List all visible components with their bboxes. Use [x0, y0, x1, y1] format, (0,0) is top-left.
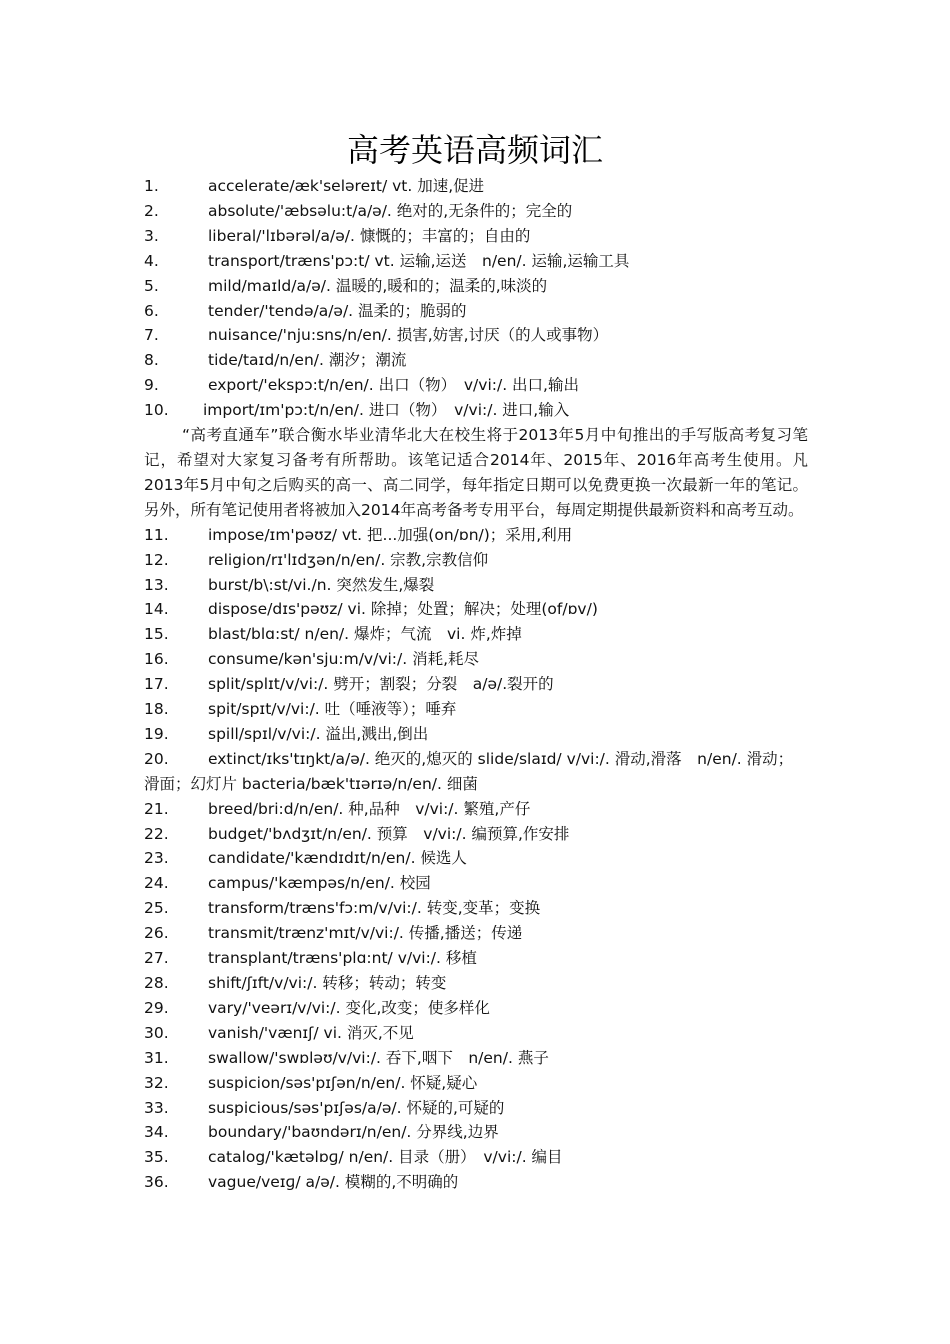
entry-number: 30. — [144, 1023, 169, 1042]
entry-number: 8. — [144, 351, 159, 370]
vocab-entry — [144, 622, 808, 647]
entry-text: split/splɪt/v/vi:/. 劈开；割裂；分裂 a/ə/.裂开的 — [208, 675, 554, 694]
vocab-entry — [144, 747, 808, 797]
vocabulary-list — [144, 174, 808, 1195]
entry-text: liberal/'lɪbərəl/a/ə/. 慷慨的；丰富的；自由的 — [208, 226, 531, 245]
vocab-entry — [144, 548, 808, 573]
entry-number: 10. — [144, 401, 169, 420]
entry-text: religion/rɪ'lɪdʒən/n/en/. 宗教,宗教信仰 — [208, 550, 489, 569]
entry-text: accelerate/æk'seləreɪt/ vt. 加速,促进 — [208, 177, 485, 195]
vocab-entry — [144, 797, 808, 822]
entry-text: extinct/ɪks'tɪŋkt/a/ə/. 绝灭的,熄灭的 slide/slaɪd/ v/vi:/. 滑动,滑落 n/en/. 滑动；滑面；幻灯片 bacteria/bæk'tɪərɪə/n/en/. 细菌 — [144, 749, 794, 793]
vocab-entry — [144, 199, 808, 224]
entry-text: swallow/'swɒləʊ/v/vi:/. 吞下,咽下 n/en/. 燕子 — [208, 1048, 549, 1067]
vocab-entry — [144, 348, 808, 373]
entry-number: 29. — [144, 998, 169, 1017]
entry-number: 13. — [144, 575, 169, 594]
vocab-entry — [144, 921, 808, 946]
entry-text: transform/træns'fɔ:m/v/vi:/. 转变,变革；变换 — [208, 899, 541, 918]
entry-text: spill/spɪl/v/vi:/. 溢出,溅出,倒出 — [208, 724, 429, 743]
entry-number: 2. — [144, 201, 159, 220]
vocab-entry — [144, 1145, 808, 1170]
vocab-entry — [144, 846, 808, 871]
entry-number: 4. — [144, 251, 159, 270]
vocab-entry — [144, 398, 808, 423]
entry-text: budget/'bʌdʒɪt/n/en/. 预算 v/vi:/. 编预算,作安排 — [208, 824, 570, 843]
entry-text: transplant/træns'plɑ:nt/ v/vi:/. 移植 — [208, 949, 477, 968]
vocab-entry — [144, 896, 808, 921]
entry-text: vanish/'vænɪʃ/ vi. 消灭,不见 — [208, 1023, 414, 1042]
vocab-entry — [144, 597, 808, 622]
vocab-entry — [144, 323, 808, 348]
vocab-entry — [144, 174, 808, 199]
entry-number: 21. — [144, 799, 169, 818]
vocab-entry — [144, 822, 808, 847]
entry-number: 9. — [144, 376, 159, 395]
entry-text: spit/spɪt/v/vi:/. 吐（唾液等）；唾弃 — [208, 700, 457, 719]
entry-text: campus/'kæmpəs/n/en/. 校园 — [208, 874, 431, 893]
entry-number: 28. — [144, 974, 169, 992]
entry-number: 1. — [144, 177, 159, 195]
entry-text: boundary/'baʊndərɪ/n/en/. 分界线,边界 — [208, 1123, 499, 1142]
entry-text: consume/kən'sju:m/v/vi:/. 消耗,耗尽 — [208, 650, 480, 669]
entry-number: 5. — [144, 276, 159, 295]
entry-number: 15. — [144, 625, 169, 644]
entry-number: 18. — [144, 700, 169, 719]
entry-text: catalog/'kætəlɒɡ/ n/en/. 目录（册） v/vi:/. 编目 — [208, 1148, 563, 1167]
entry-text: absolute/'æbsəlu:t/a/ə/. 绝对的,无条件的；完全的 — [208, 201, 573, 220]
entry-text: vary/'veərɪ/v/vi:/. 变化,改变；使多样化 — [208, 998, 490, 1017]
vocab-entry — [144, 871, 808, 896]
vocab-entry — [144, 224, 808, 249]
entry-number: 11. — [144, 525, 169, 544]
entry-text: nuisance/'nju:sns/n/en/. 损害,妨害,讨厌（的人或事物） — [208, 326, 609, 345]
entry-number: 24. — [144, 874, 169, 893]
entry-number: 19. — [144, 724, 169, 743]
vocab-entry — [144, 1021, 808, 1046]
vocab-entry — [144, 1096, 808, 1121]
entry-number: 20. — [144, 749, 169, 768]
entry-number: 35. — [144, 1148, 169, 1167]
entry-text: shift/ʃɪft/v/vi:/. 转移；转动；转变 — [208, 974, 447, 992]
entry-text: transmit/trænz'mɪt/v/vi:/. 传播,播送；传递 — [208, 924, 523, 943]
vocab-entry — [144, 1120, 808, 1145]
entry-number: 26. — [144, 924, 169, 943]
entry-text: transport/træns'pɔ:t/ vt. 运输,运送 n/en/. 运输,运输工具 — [208, 251, 630, 270]
entry-number: 34. — [144, 1123, 169, 1142]
entry-text: burst/b\:st/vi./n. 突然发生,爆裂 — [208, 575, 435, 594]
entry-text: breed/bri:d/n/en/. 种,品种 v/vi:/. 繁殖,产仔 — [208, 799, 531, 818]
entry-text: tide/taɪd/n/en/. 潮汐；潮流 — [208, 351, 407, 370]
vocab-entry — [144, 697, 808, 722]
entry-text: candidate/'kændɪdɪt/n/en/. 候选人 — [208, 849, 467, 868]
vocab-entry — [144, 249, 808, 274]
vocab-entry — [144, 722, 808, 747]
entry-number: 6. — [144, 301, 159, 320]
promo-paragraph: “高考直通车”联合衡水毕业清华北大在校生将于2013年5月中旬推出的手写版高考复习笔记，希望对大家复习备考有所帮助。该笔记适合2014年、2015年、2016年高考生使用。凡2013年5月中旬之后购买的高一、高二同学，每年指定日期可以免费更换一次最新一年的笔记。另外，所有笔记使用者将被加入2014年高考备考专用平台，每周定期提供最新资料和高考互动。 — [144, 426, 808, 519]
entry-number: 36. — [144, 1173, 169, 1192]
entry-text: tender/'tendə/a/ə/. 温柔的；脆弱的 — [208, 301, 467, 320]
document-title: 高考英语高频词汇 — [346, 131, 603, 169]
vocab-entry — [144, 1071, 808, 1096]
entry-number: 32. — [144, 1073, 169, 1092]
vocab-entry — [144, 523, 808, 548]
entry-number: 25. — [144, 899, 169, 918]
entry-text: suspicion/səs'pɪʃən/n/en/. 怀疑,疑心 — [208, 1073, 478, 1092]
vocab-entry — [144, 1170, 808, 1195]
entry-number: 23. — [144, 849, 169, 868]
entry-number: 22. — [144, 824, 169, 843]
vocab-entry — [144, 647, 808, 672]
entry-number: 3. — [144, 226, 159, 245]
vocab-entry — [144, 573, 808, 598]
entry-number: 7. — [144, 326, 159, 345]
entry-number: 17. — [144, 675, 169, 694]
vocab-entry — [144, 274, 808, 299]
entry-number: 27. — [144, 949, 169, 968]
vocab-entry — [144, 996, 808, 1021]
entry-text: vague/veɪɡ/ a/ə/. 模糊的,不明确的 — [208, 1173, 459, 1192]
entry-number: 14. — [144, 600, 169, 619]
entry-text: dispose/dɪs'pəʊz/ vi. 除掉；处置；解决；处理(of/ɒv/) — [208, 600, 598, 619]
entry-number: 33. — [144, 1098, 169, 1117]
vocab-entry — [144, 971, 808, 996]
entry-text: import/ɪm'pɔ:t/n/en/. 进口（物） v/vi:/. 进口,输入 — [203, 401, 570, 420]
vocab-entry — [144, 373, 808, 398]
vocab-entry — [144, 946, 808, 971]
vocab-entry — [144, 1046, 808, 1071]
entry-text: export/'ekspɔ:t/n/en/. 出口（物） v/vi:/. 出口,输出 — [208, 376, 579, 395]
entry-number: 12. — [144, 550, 169, 569]
vocab-entry — [144, 299, 808, 324]
entry-text: suspicious/səs'pɪʃəs/a/ə/. 怀疑的,可疑的 — [208, 1098, 505, 1117]
entry-number: 31. — [144, 1048, 169, 1067]
vocab-entry — [144, 672, 808, 697]
entry-text: mild/maɪld/a/ə/. 温暖的,暖和的；温柔的,味淡的 — [208, 276, 548, 295]
entry-number: 16. — [144, 650, 169, 669]
entry-text: impose/ɪm'pəʊz/ vt. 把...加强(on/ɒn/)；采用,利用 — [208, 525, 573, 544]
entry-text: blast/blɑ:st/ n/en/. 爆炸；气流 vi. 炸,炸掉 — [208, 625, 522, 644]
